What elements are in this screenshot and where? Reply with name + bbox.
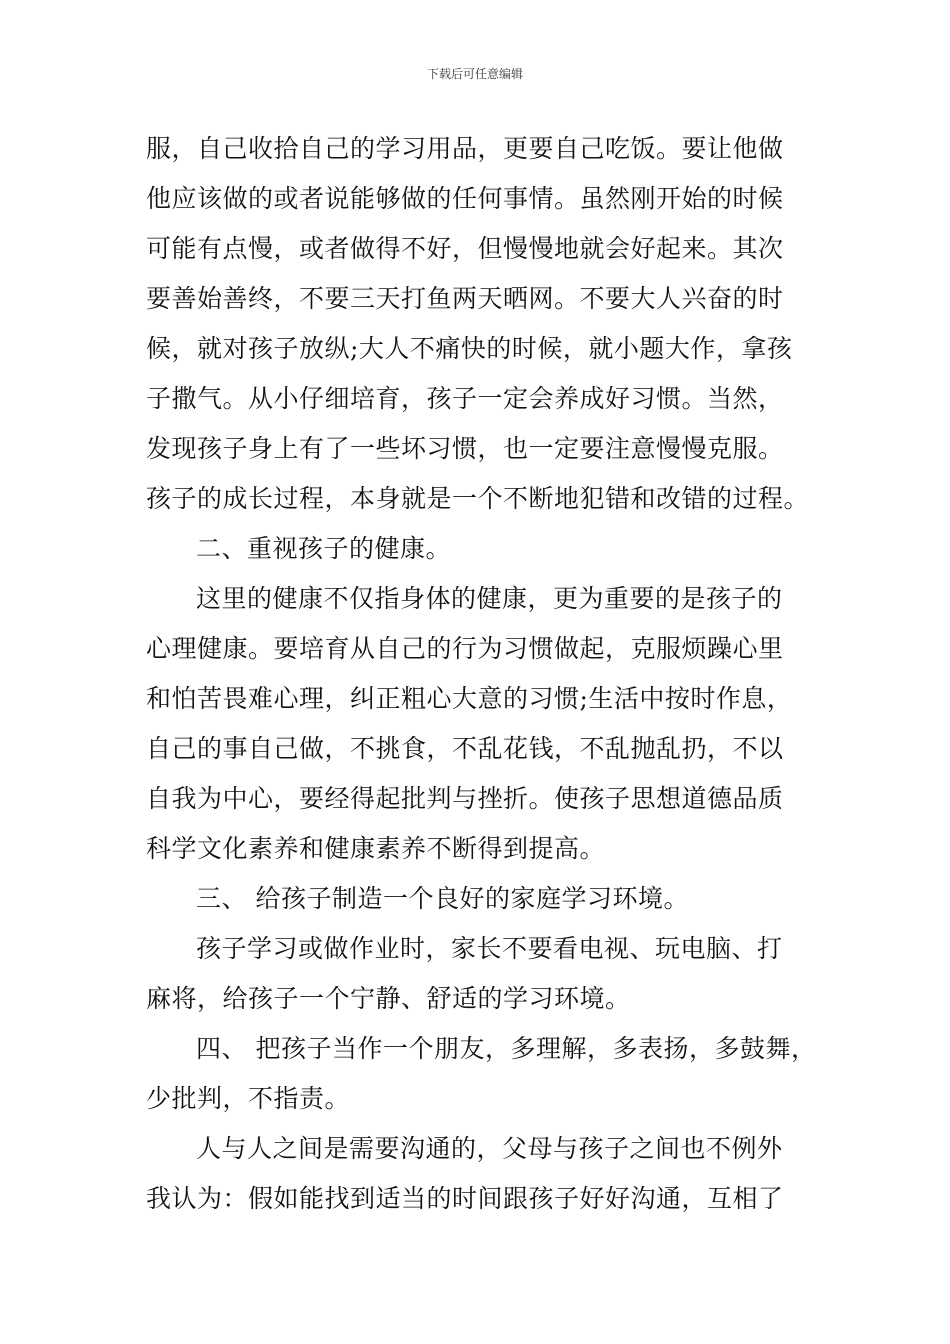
paragraph-line: 这里的健康不仅指身体的健康，更为重要的是孩子的: [196, 584, 783, 613]
section-heading: 二、重视孩子的健康。: [196, 534, 452, 563]
paragraph-line: 我认为：假如能找到适当的时间跟孩子好好沟通，互相了: [146, 1184, 784, 1213]
paragraph-line: 服，自己收拾自己的学习用品，更要自己吃饭。要让他做: [146, 134, 784, 163]
paragraph-line: 和怕苦畏难心理，纠正粗心大意的习惯;生活中按时作息，: [146, 684, 793, 713]
paragraph-line: 自我为中心，要经得起批判与挫折。使孩子思想道德品质: [146, 784, 784, 813]
document-body: [146, 124, 817, 1224]
paragraph-line: 自己的事自己做，不挑食，不乱花钱，不乱抛乱扔，不以: [146, 734, 784, 763]
paragraph-line: 麻将，给孩子一个宁静、舒适的学习环境。: [146, 984, 631, 1013]
paragraph-line: 他应该做的或者说能够做的任何事情。虽然刚开始的时候: [146, 184, 784, 213]
paragraph-line: 要善始善终，不要三天打鱼两天晒网。不要大人兴奋的时: [146, 284, 784, 313]
paragraph-line: 候，就对孩子放纵;大人不痛快的时候，就小题大作，拿孩: [146, 334, 793, 363]
paragraph-line: 发现孩子身上有了一些坏习惯，也一定要注意慢慢克服。: [146, 434, 784, 463]
paragraph-line: 孩子学习或做作业时，家长不要看电视、玩电脑、打: [196, 934, 783, 963]
paragraph-line: 心理健康。要培育从自己的行为习惯做起，克服烦躁心里: [146, 634, 784, 663]
paragraph-line: 人与人之间是需要沟通的，父母与孩子之间也不例外: [196, 1134, 783, 1163]
paragraph-line: 孩子的成长过程，本身就是一个不断地犯错和改错的过程。: [146, 484, 810, 513]
paragraph-line: 科学文化素养和健康素养不断得到提高。: [146, 834, 606, 863]
section-heading: 三、 给孩子制造一个良好的家庭学习环境。: [196, 884, 689, 913]
paragraph-line: 子撒气。从小仔细培育，孩子一定会养成好习惯。当然，: [146, 384, 784, 413]
paragraph-line: 可能有点慢，或者做得不好，但慢慢地就会好起来。其次: [146, 234, 784, 263]
section-heading: 四、 把孩子当作一个朋友，多理解，多表扬，多鼓舞，: [196, 1034, 817, 1063]
paragraph-line: 少批判，不指责。: [146, 1084, 351, 1113]
page-header: 下载后可任意编辑: [426, 67, 523, 81]
